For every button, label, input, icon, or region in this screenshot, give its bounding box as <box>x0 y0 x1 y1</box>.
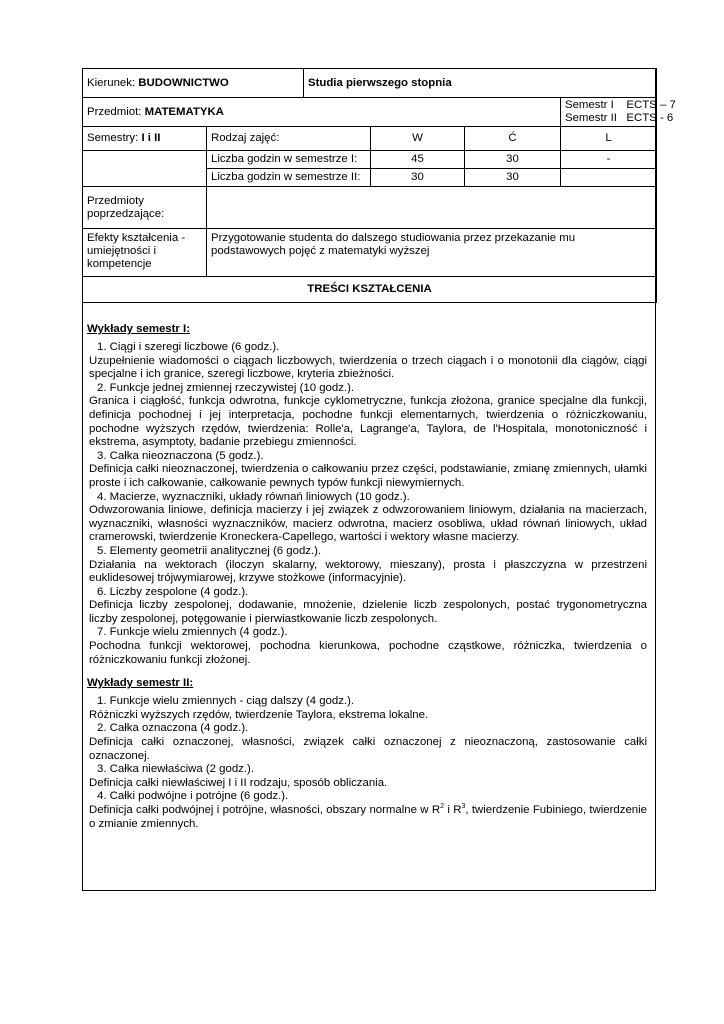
semestry-value: I i II <box>141 132 161 144</box>
sem1-title: Wykłady semestr I: <box>87 323 190 335</box>
content-section <box>83 315 655 831</box>
godz-sem2-c: 30 <box>465 169 561 187</box>
content-line: Odwzorowania liniowe, definicja macierzy i jej związek z odwzorowaniem liniowym, działania na macierzach, wyznaczniki, własności wyznaczników, macierz odwrotna, macierz osobliwa, układ równań liniowych, układ cramerowski, twierdzenie Kroneckera-Capellego, wartości i wektory własne macierzy. <box>89 504 647 544</box>
content-line-last: Definicja całki podwójnej i potrójne, własności, obszary normalne w $R^2$ i $R^3$, twierdzenie Fubiniego, twierdzenie o zmianie zmiennych. <box>89 803 647 830</box>
sem2-content <box>89 695 647 831</box>
course-header-table <box>82 68 676 303</box>
studia-cell <box>304 69 657 98</box>
przedmiot-value: MATEMATYKA <box>144 105 224 118</box>
col-w-header: W <box>371 127 465 151</box>
col-c-header: Ć <box>465 127 561 151</box>
content-line: 3. Całka nieoznaczona (5 godz.). <box>97 449 264 462</box>
semestry-cell <box>83 127 207 151</box>
sem2-title: Wykłady semestr II: <box>87 677 194 690</box>
document-page <box>82 68 676 891</box>
tresci-title: TREŚCI KSZTAŁCENIA <box>307 283 432 295</box>
content-line: 1. Funkcje wielu zmiennych - ciąg dalszy (4 godz.). <box>97 695 355 708</box>
content-line: 7. Funkcje wielu zmiennych (4 godz.). <box>97 626 288 639</box>
content-line: Działania na wektorach (iloczyn skalarny, wektorowy, mieszany), prosta i płaszczyzna w przestrzeni euklidesowej trójwymiarowej, krzywe stożkowe (informacyjnie). <box>89 558 647 585</box>
content-line: 3. Całka niewłaściwa (2 godz.). <box>97 763 255 776</box>
col-l-header: L <box>561 127 657 151</box>
content-line: 6. Liczby zespolone (4 godz.). <box>97 585 249 598</box>
godz-sem2-w: 30 <box>371 169 465 187</box>
content-line: Definicja liczby zespolonej, dodawanie, mnożenie, dzielenie liczb zespolonych, postać trygonometryczna liczby zespolonej, potęgowanie i pierwiastkowanie liczb zespolonych. <box>89 599 647 625</box>
content-line: 4. Całki podwójne i potrójne (6 godz.). <box>97 790 289 803</box>
content-line: 1. Ciągi i szeregi liczbowe (6 godz.). <box>97 341 280 353</box>
kierunek-cell <box>83 69 304 98</box>
content-line: Definicja całki nieoznaczonej, twierdzenia o całkowaniu przez części, podstawianie, zmianę zmiennych, ułamki proste i ich całkowanie, całkowanie pewnych typów funkcji niewymiernych. <box>89 463 647 489</box>
content-line: 5. Elementy geometrii analitycznej (6 godz.). <box>97 544 322 557</box>
content-line: Uzupełnienie wiadomości o ciągach liczbowych, twierdzenia o trzech ciągach i o monotonii dla ciągów, ciągi specjalne i ich granice, szeregi liczbowe, kryteria zbieżności. <box>89 354 647 381</box>
content-line: Definicja całki niewłaściwej I i II rodzaju, sposób obliczania. <box>89 776 388 789</box>
efekty-value: Przygotowanie studenta do dalszego studiowania przez przekazanie mu podstawowych pojęć z matematyki wyższej <box>207 229 657 277</box>
semestr2-ects: Semestr II ECTS - 6 <box>565 112 674 124</box>
przedmiot-cell <box>83 98 561 127</box>
content-line: 2. Funkcje jednej zmiennej rzeczywistej (10 godz.). <box>97 381 355 394</box>
godz-sem2-l <box>561 169 657 187</box>
godz-sem1-c: 30 <box>465 151 561 169</box>
kierunek-value: BUDOWNICTWO <box>138 76 229 89</box>
godz-sem1-label: Liczba godzin w semestrze I: <box>207 151 371 169</box>
poprzedzajace-label: Przedmioty poprzedzające: <box>83 187 207 229</box>
kierunek-label: Kierunek: <box>87 76 139 89</box>
rodzaj-zajec-label: Rodzaj zajęć: <box>207 127 371 151</box>
semestry-cell-blank <box>83 151 207 187</box>
sem1-content <box>89 341 647 667</box>
godz-sem2-label: Liczba godzin w semestrze II: <box>207 169 371 187</box>
content-line: Pochodna funkcji wektorowej, pochodna kierunkowa, pochodne cząstkowe, różniczka, twierdzenia o różniczkowaniu funkcji złożonej. <box>89 640 647 666</box>
content-line: 2. Całka oznaczona (4 godz.). <box>97 722 249 735</box>
godz-sem1-l: - <box>561 151 657 169</box>
poprzedzajace-value <box>207 187 657 229</box>
godz-sem1-w: 45 <box>371 151 465 169</box>
efekty-label: Efekty kształcenia - umiejętności i kompetencje <box>83 229 207 277</box>
semestr1-ects: Semestr I ECTS – 7 <box>565 99 676 111</box>
semestry-label: Semestry: <box>87 132 142 144</box>
tresci-heading <box>83 277 657 303</box>
semestr-ects-cell <box>561 98 676 127</box>
content-line: Definicja całki oznaczonej, własności, związek całki oznaczonej z nieoznaczoną, zastosowanie całki oznaczonej. <box>89 736 647 762</box>
content-line: Różniczki wyższych rzędów, twierdzenie Taylora, ekstrema lokalne. <box>89 708 429 721</box>
content-line: Granica i ciągłość, funkcja odwrotna, funkcje cyklometryczne, funkcja złożona, granice specjalne dla funkcji, definicja pochodnej i jej interpretacja, pochodne funkcji elementarnych, twierdzenia o różniczkowaniu, pochodne wyższych rzędów, twierdzenia: Rolle'a, Lagrange'a, Taylora, de l'Hospitala, monotoniczność i ekstrema, asymptoty, badanie przebiegu zmienności. <box>89 395 647 449</box>
content-line: 4. Macierze, wyznaczniki, układy równań liniowych (10 godz.). <box>97 490 410 503</box>
studia-value: Studia pierwszego stopnia <box>308 76 452 89</box>
przedmiot-label: Przedmiot: <box>87 105 145 118</box>
